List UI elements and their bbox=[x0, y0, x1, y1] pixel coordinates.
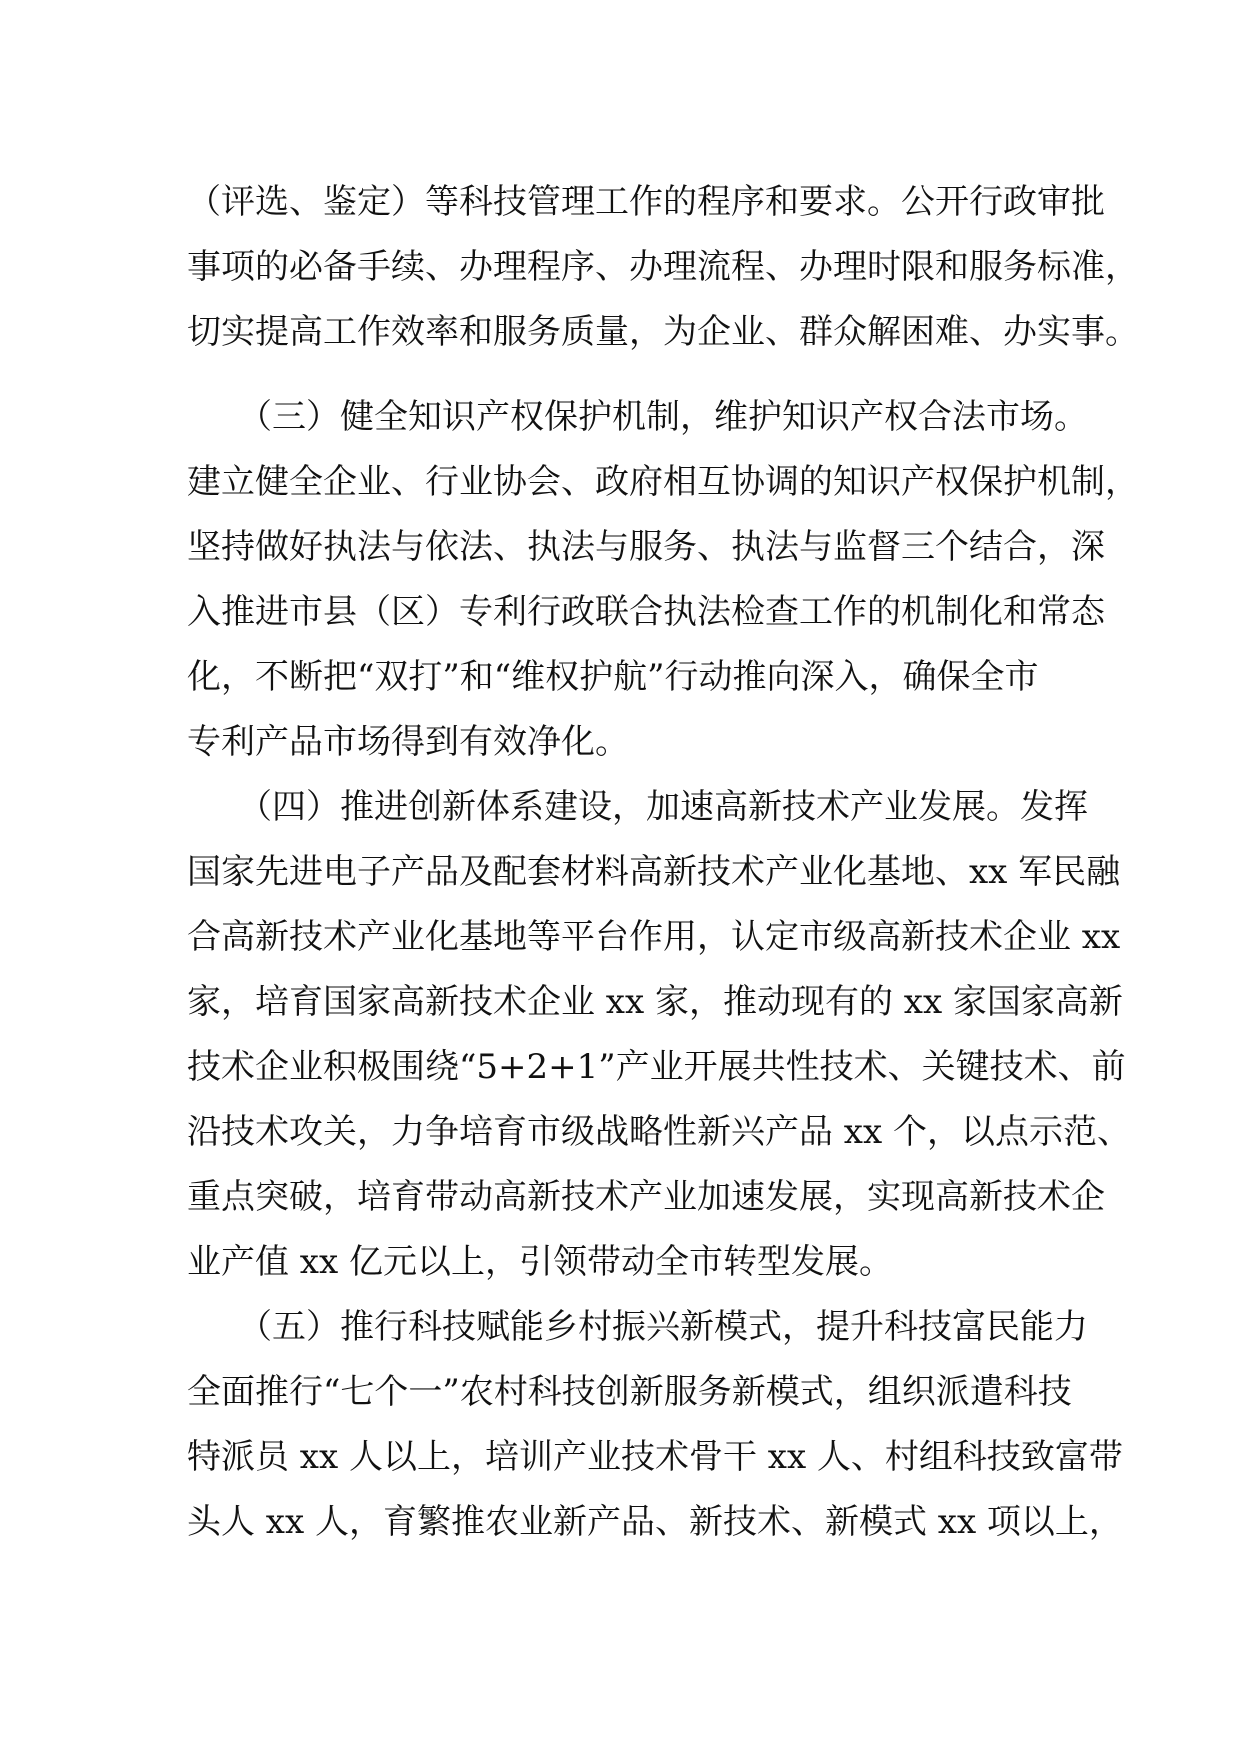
paragraph-intellectual-property bbox=[187, 385, 1139, 775]
text-line: 技术企业积极围绕“5+2+1”产业开展共性技术、关键技术、前 bbox=[187, 1047, 1126, 1087]
text-line: 沿技术攻关，力争培育市级战略性新兴产品 xx 个，以点示范、 bbox=[187, 1112, 1131, 1152]
text-line: （评选、鉴定）等科技管理工作的程序和要求。公开行政审批 bbox=[187, 182, 1105, 222]
text-line: 坚持做好执法与依法、执法与服务、执法与监督三个结合，深 bbox=[187, 527, 1105, 567]
text-line: 头人 xx 人，育繁推农业新产品、新技术、新模式 xx 项以上， bbox=[187, 1502, 1123, 1542]
document-body bbox=[187, 170, 1139, 1555]
text-line: 国家先进电子产品及配套材料高新技术产业化基地、xx 军民融 bbox=[187, 852, 1121, 892]
text-line: 事项的必备手续、办理程序、办理流程、办理时限和服务标准， bbox=[187, 247, 1139, 287]
text-line: （三）健全知识产权保护机制，维护知识产权合法市场。 bbox=[187, 397, 1088, 437]
text-line: 建立健全企业、行业协会、政府相互协调的知识产权保护机制， bbox=[187, 462, 1139, 502]
text-line: 业产值 xx 亿元以上，引领带动全市转型发展。 bbox=[187, 1242, 893, 1282]
text-line: 化，不断把“双打”和“维权护航”行动推向深入，确保全市 bbox=[187, 657, 1039, 697]
paragraph-continuation bbox=[187, 170, 1139, 365]
paragraph-innovation-system bbox=[187, 775, 1131, 1295]
text-line: （四）推进创新体系建设，加速高新技术产业发展。发挥 bbox=[187, 787, 1088, 827]
paragraph-rural-revitalization bbox=[187, 1295, 1123, 1555]
text-line: 专利产品市场得到有效净化。 bbox=[187, 722, 629, 762]
text-line: （五）推行科技赋能乡村振兴新模式，提升科技富民能力 bbox=[187, 1307, 1088, 1347]
text-line: 特派员 xx 人以上，培训产业技术骨干 xx 人、村组科技致富带 bbox=[187, 1437, 1123, 1477]
paragraph-spacer bbox=[187, 365, 1087, 385]
text-line: 全面推行“七个一”农村科技创新服务新模式，组织派遣科技 bbox=[187, 1372, 1072, 1412]
text-line: 重点突破，培育带动高新技术产业加速发展，实现高新技术企 bbox=[187, 1177, 1105, 1217]
text-line: 入推进市县（区）专利行政联合执法检查工作的机制化和常态 bbox=[187, 592, 1105, 632]
text-line: 家，培育国家高新技术企业 xx 家，推动现有的 xx 家国家高新 bbox=[187, 982, 1123, 1022]
text-line: 合高新技术产业化基地等平台作用，认定市级高新技术企业 xx bbox=[187, 917, 1121, 957]
text-line: 切实提高工作效率和服务质量，为企业、群众解困难、办实事。 bbox=[187, 312, 1139, 352]
